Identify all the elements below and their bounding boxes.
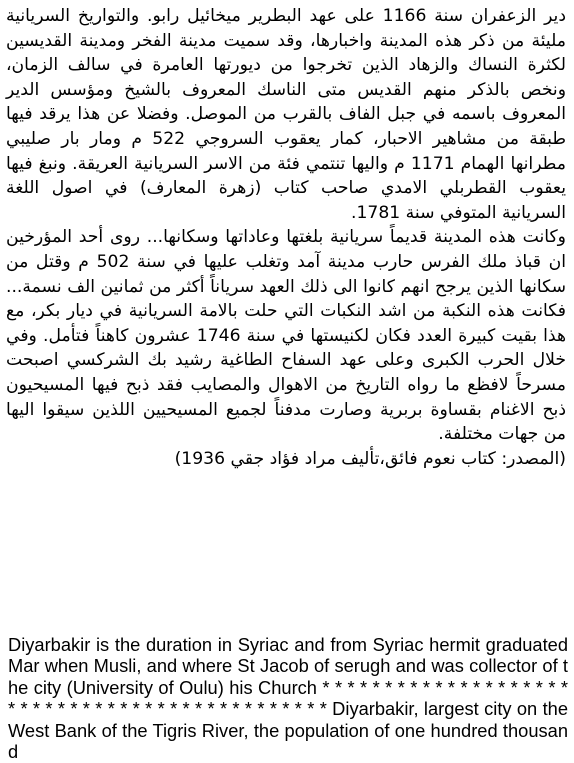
arabic-citation: (المصدر: كتاب نعوم فائق،تأليف مراد فؤاد جقي 1936) bbox=[174, 448, 566, 469]
english-text-block bbox=[8, 634, 568, 762]
arabic-paragraph-2: وكانت هذه المدينة قديماً سريانية بلغتها وعاداتها وسكانها... روى أحد المؤرخين ان قباذ ملك الفرس حارب مدينة آمد وتغلب عليها في سنة 502 م وقتل من سكانها الذين يرجح انهم كانوا الى ذلك العهد سرياناً أكثر من ثمانين الف نسمة... فكانت هذه النكبة من اشد النكبات التي حلت بالامة السريانية في ديار بكر، مع هذا بقيت كبيرة العدد فكان لكنيستها في سنة 1746 عشرون كاهناً فتأمل. وفي خلال الحرب الكبرى وعلى عهد السفاح الطاغية رشيد بك الشركسي اصبحت مسرحاً لافظع ما رواه التاريخ من الاهوال والمصايب فقد ذبح فيها المسيحيون ذبح الاغنام بقساوة بربرية وصارت مدفناً لجميع المسيحيين اللذين سيقوا اليها من جهات مختلفة. bbox=[6, 227, 567, 445]
arabic-paragraph-1: دير الزعفران سنة 1166 على عهد البطرير ميخائيل رابو. والتواريخ السريانية مليئة من ذكر هذه المدينة واخبارها، وقد سميت مدينة الفخر ومدينة القديسين لكثرة النساك والزهاد الذين تخرجوا من ديورتها العامرة في سالف الزمان، ونخص بالذكر منهم القديس متى الناسك المعروف بالشيخ ومؤسس الدير المعروف باسمه في جبل الفاف بالقرب من الموصل. وفضلا عن هذا يرقد فيها طبقة من مشاهير الاحبار، كمار يعقوب السروجي 522 م ومار بار صليبي مطرانها الهمام 1171 م واليها تنتمي فئة من الاسر السريانية العريقة. ونبغ فيها يعقوب القطربلي الامدي صاحب كتاب (زهرة المعارف) في اصول اللغة السريانية المتوفي سنة 1781. bbox=[6, 6, 567, 223]
arabic-text-block bbox=[6, 4, 566, 471]
english-paragraph: Diyarbakir is the duration in Syriac and from Syriac hermit graduated Mar when Musli, and where St Jacob of serugh and was collector of the city (University of Oulu) his Church * * * * * * * * * * * * * * * * * * * * * * * * * * * * * * * * * * * * * * * * * * * * * * Diyarbakir, largest city on the West Bank of the Tigris River, the population of one hundred thousand bbox=[8, 634, 568, 763]
